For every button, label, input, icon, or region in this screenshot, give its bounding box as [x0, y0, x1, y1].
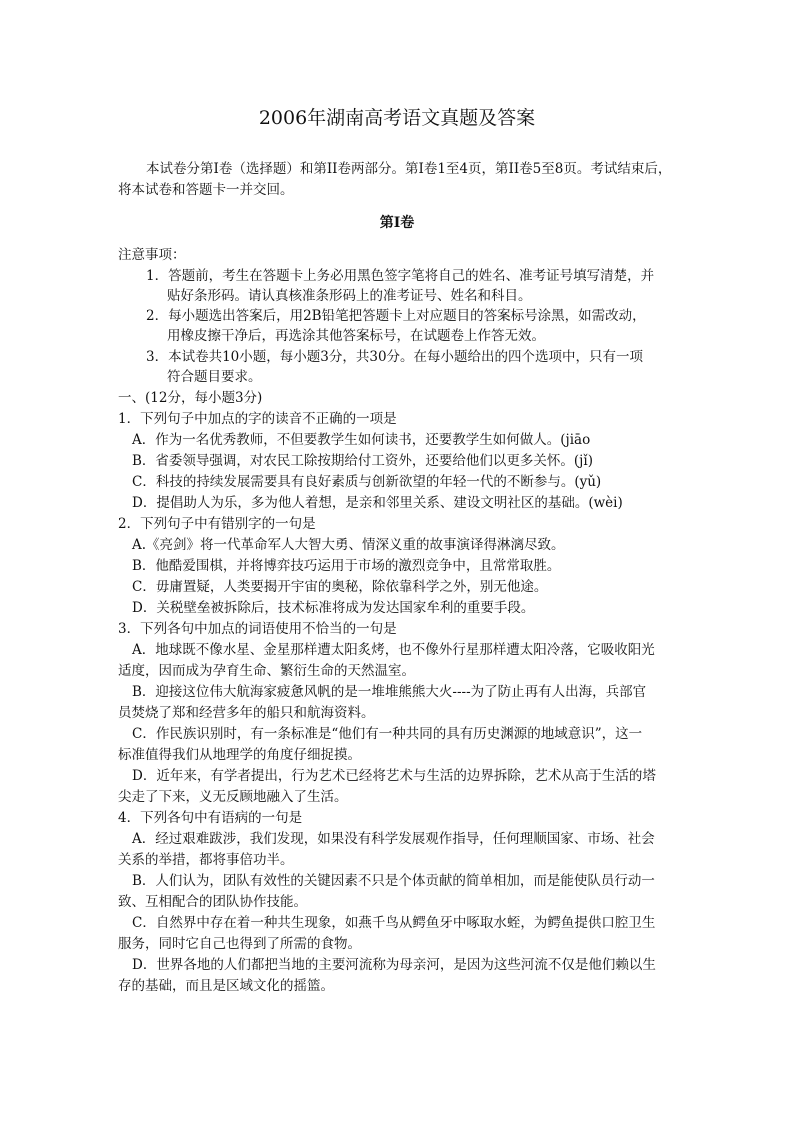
question-3-option-a-line-2: 适度，因而成为孕育生命、繁衍生命的天然温室。	[118, 663, 415, 679]
intro-paragraph: 本试卷分第I卷（选择题）和第II卷两部分。第I卷1至4页，第II卷5至8页。考试结束后，将本试卷和答题卡一并交回。	[118, 161, 672, 198]
question-3-option-d-line-2: 尖走了下来，义无反顾地融入了生活。	[118, 789, 348, 805]
question-3-stem: 3．下列各句中加点的词语使用不恰当的一句是	[118, 621, 397, 637]
note-2-line-2: 用橡皮擦干净后，再选涂其他答案标号，在试题卷上作答无效。	[167, 328, 545, 344]
question-2-option-a: A.《亮剑》将一代革命军人大智大勇、情深义重的故事演译得淋漓尽致。	[132, 537, 565, 553]
question-4-option-c-line-1: C．自然界中存在着一种共生现象，如燕千鸟从鳄鱼牙中啄取水蛭，为鳄鱼提供口腔卫生	[132, 915, 656, 931]
note-3-line-2: 符合题目要求。	[167, 369, 262, 385]
question-2-option-d: D．关税壁垒被拆除后，技术标准将成为发达国家牟利的重要手段。	[132, 600, 535, 616]
question-2-option-b: B．他酷爱围棋，并将博弈技巧运用于市场的激烈竞争中，且常常取胜。	[132, 558, 561, 574]
question-1-option-c: C．科技的持续发展需要具有良好素质与创新欲望的年轻一代的不断参与。(yǔ)	[132, 474, 602, 490]
question-3-option-c-line-1: C．作民族识别时，有一条标准是“他们有一种共同的具有历史渊源的地域意识”，这一	[132, 726, 643, 742]
note-1-line-1: 1．答题前，考生在答题卡上务必用黑色签字笔将自己的姓名、准考证号填写清楚，并	[146, 268, 655, 284]
question-3-option-d-line-1: D．近年来，有学者提出，行为艺术已经将艺术与生活的边界拆除，艺术从高于生活的塔	[132, 768, 656, 784]
question-4-option-b-line-2: 致、互相配合的团队协作技能。	[118, 894, 307, 910]
question-4-option-c-line-2: 服务，同时它自己也得到了所需的食物。	[118, 936, 361, 952]
note-1-line-2: 贴好条形码。请认真核准条形码上的准考证号、姓名和科目。	[167, 288, 532, 304]
question-4-option-a-line-2: 关系的举措，都将事倍功半。	[118, 852, 294, 868]
question-1-stem: 1．下列句子中加点的字的读音不正确的一项是	[118, 411, 397, 427]
question-1-option-b: B．省委领导强调，对农民工除按期给付工资外，还要给他们以更多关怀。(jǐ)	[132, 453, 593, 469]
question-2-option-c: C．毋庸置疑，人类要揭开宇宙的奥秘，除依靠科学之外，别无他途。	[132, 579, 548, 595]
question-4-option-d-line-1: D．世界各地的人们都把当地的主要河流称为母亲河，是因为这些河流不仅是他们赖以生	[132, 957, 656, 973]
question-3-option-a-line-1: A．地球既不像水星、金星那样遭太阳炙烤，也不像外行星那样遭太阳冷落，它吸收阳光	[132, 642, 655, 658]
section-heading: 一、(12分，每小题3分)	[118, 390, 263, 406]
note-2-line-1: 2．每小题选出答案后，用2B铅笔把答题卡上对应题目的答案标号涂黑，如需改动，	[146, 308, 646, 324]
question-3-option-b-line-1: B．迎接这位伟大航海家疲惫风帆的是一堆堆熊熊大火----为了防止再有人出海，兵部官	[132, 684, 647, 700]
volume-heading: 第I卷	[379, 215, 415, 231]
note-3-line-1: 3．本试卷共10小题，每小题3分，共30分。在每小题给出的四个选项中，只有一项	[146, 349, 644, 365]
question-3-option-c-line-2: 标准值得我们从地理学的角度仔细捉摸。	[118, 747, 361, 763]
question-3-option-b-line-2: 员焚烧了郑和经营多年的船只和航海资料。	[118, 705, 375, 721]
question-4-stem: 4．下列各句中有语病的一句是	[118, 810, 303, 826]
question-4-option-d-line-2: 存的基础，而且是区域文化的摇篮。	[118, 978, 334, 994]
question-4-option-b-line-1: B．人们认为，团队有效性的关键因素不只是个体贡献的简单相加，而是能使队员行动一	[132, 873, 655, 889]
notes-heading: 注意事项：	[118, 247, 186, 263]
question-4-option-a-line-1: A．经过艰难跋涉，我们发现，如果没有科学发展观作指导，任何理顺国家、市场、社会	[132, 831, 655, 847]
question-2-stem: 2．下列句子中有错别字的一句是	[118, 516, 316, 532]
question-1-option-a: A．作为一名优秀教师，不但要教学生如何读书，还要教学生如何做人。(jiāo	[132, 432, 591, 448]
question-1-option-d: D．提倡助人为乐，多为他人着想，是亲和邻里关系、建设文明社区的基础。(wèi)	[132, 495, 623, 511]
document-title: 2006年湖南高考语文真题及答案	[258, 107, 536, 129]
